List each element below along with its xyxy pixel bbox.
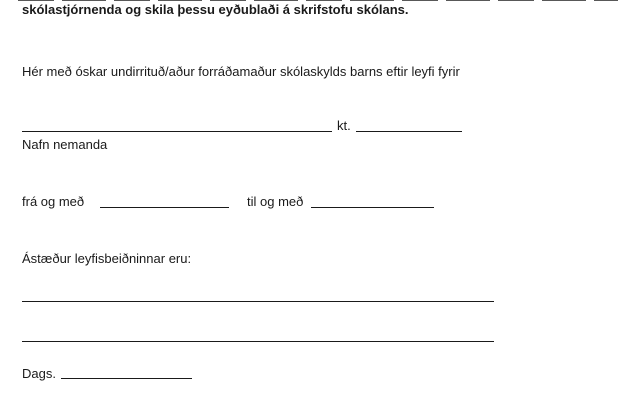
request-statement: Hér með óskar undirrituð/aður forráðamaður skólaskylds barns eftir leyfi fyrir [22, 64, 460, 79]
reason-line-2[interactable] [22, 341, 494, 342]
from-label: frá og með [22, 194, 85, 209]
from-date-field[interactable] [100, 207, 229, 208]
cut-off-text-line [18, 0, 618, 1]
until-label: til og með [247, 194, 304, 209]
reasons-label: Ástæður leyfisbeiðninnar eru: [22, 251, 192, 266]
kt-label: kt. [337, 118, 351, 133]
intro-instruction: skólastjórnenda og skila þessu eyðublaði á skrifstofu skólans. [22, 2, 409, 17]
date-field[interactable] [61, 378, 192, 379]
student-name-field[interactable] [22, 131, 332, 132]
kt-field[interactable] [356, 131, 462, 132]
student-name-label: Nafn nemanda [22, 137, 108, 152]
date-label: Dags. [22, 366, 56, 381]
until-date-field[interactable] [311, 207, 434, 208]
reason-line-1[interactable] [22, 301, 494, 302]
